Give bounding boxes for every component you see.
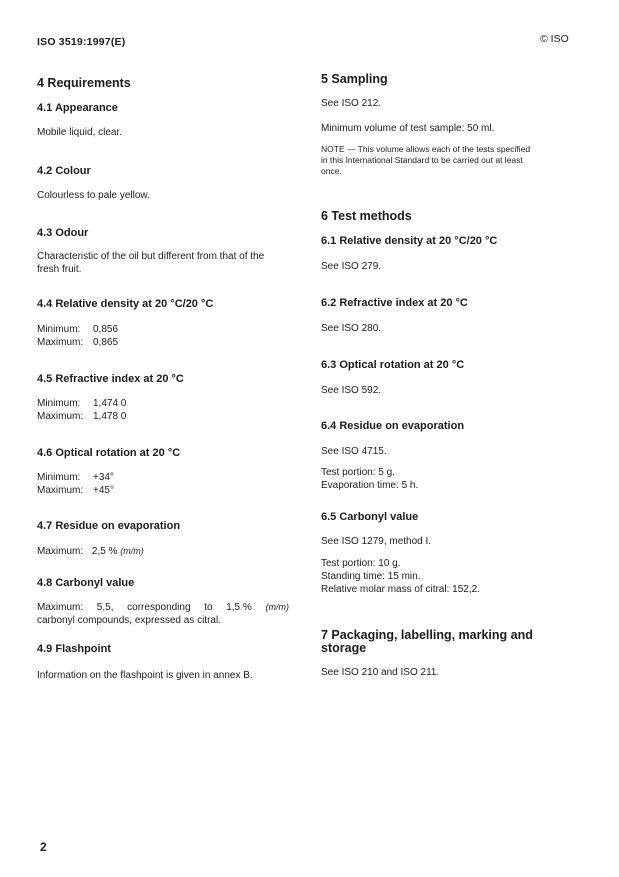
- max-value: 2,5 %: [91, 546, 118, 557]
- max-label: Maximum:: [37, 411, 84, 422]
- method-6-4-reference: See ISO 4715.: [321, 446, 387, 457]
- note-line-3: once.: [321, 166, 342, 176]
- word-to: to: [204, 602, 213, 613]
- relative-density-limits: [37, 323, 118, 349]
- residue-limit: [37, 545, 144, 558]
- max-label: Maximum:: [37, 485, 84, 496]
- min-label: Minimum:: [37, 324, 81, 335]
- odour-text-line-1: Characteristic of the oil but different from that of the: [37, 251, 265, 262]
- section-6-heading: 6 Test methods: [321, 209, 412, 223]
- section-7-heading-line-1: 7 Packaging, labelling, marking and: [321, 628, 533, 642]
- section-4-3-heading: 4.3 Odour: [37, 227, 89, 239]
- min-value: +34°: [93, 472, 114, 483]
- section-6-4-heading: 6.4 Residue on evaporation: [321, 420, 465, 432]
- section-6-1-heading: 6.1 Relative density at 20 °C/20 °C: [321, 235, 498, 247]
- section-5-heading: 5 Sampling: [321, 72, 388, 86]
- page-number: 2: [40, 840, 47, 854]
- limit-row-min: [37, 397, 126, 410]
- standing-time: Standing time: 15 min.: [321, 571, 421, 582]
- min-value: 1,474 0: [93, 398, 127, 409]
- evaporation-time: Evaporation time: 5 h.: [321, 480, 419, 491]
- limit-row-max: [37, 410, 126, 423]
- section-6-2-heading: 6.2 Refractive index at 20 °C: [321, 297, 468, 309]
- limit-row-min: [37, 471, 114, 484]
- method-6-2-reference: See ISO 280.: [321, 323, 382, 334]
- max-value: 0,865: [93, 337, 119, 348]
- limit-row-min: [37, 323, 118, 336]
- section-7-heading-line-2: storage: [321, 641, 367, 655]
- sampling-reference: See ISO 212.: [321, 98, 382, 109]
- max-label: Maximum:: [37, 602, 84, 613]
- section-4-1-heading: 4.1 Appearance: [37, 102, 118, 114]
- max-label: Maximum:: [37, 337, 84, 348]
- unit-mass-fraction: (m/m): [265, 602, 289, 612]
- word-corresponding: corresponding: [127, 602, 191, 613]
- copyright-mark: © ISO: [540, 33, 569, 45]
- carbonyl-limit-line-2: carbonyl compounds, expressed as citral.: [37, 615, 221, 626]
- percent-value: 1,5 %: [226, 602, 252, 613]
- packaging-reference: See ISO 210 and ISO 211.: [321, 667, 440, 678]
- test-portion: Test portion: 5 g.: [321, 467, 395, 478]
- test-portion: Test portion: 10 g.: [321, 558, 401, 569]
- document-reference: ISO 3519:1997(E): [37, 36, 126, 48]
- limit-row-max: [37, 336, 118, 349]
- section-4-4-heading: 4.4 Relative density at 20 °C/20 °C: [37, 298, 214, 310]
- colour-text: Colourless to pale yellow.: [37, 190, 150, 201]
- max-value: 5,5,: [96, 602, 114, 613]
- sampling-volume: Minimum volume of test sample: 50 ml.: [321, 123, 495, 134]
- max-value: 1,478 0: [93, 411, 127, 422]
- section-4-9-heading: 4.9 Flashpoint: [37, 643, 111, 655]
- section-4-6-heading: 4.6 Optical rotation at 20 °C: [37, 447, 181, 459]
- note-line-2: in this International Standard to be carried out at least: [321, 155, 523, 165]
- appearance-text: Mobile liquid, clear.: [37, 127, 123, 138]
- max-value: +45°: [93, 485, 114, 496]
- method-6-5-reference: See ISO 1279, method I.: [321, 536, 432, 547]
- section-6-5-heading: 6.5 Carbonyl value: [321, 511, 419, 523]
- section-4-8-heading: 4.8 Carbonyl value: [37, 577, 135, 589]
- carbonyl-limit-line-1: [37, 601, 289, 614]
- note-line-1: NOTE — This volume allows each of the tests specified: [321, 144, 531, 154]
- min-label: Minimum:: [37, 398, 81, 409]
- refractive-index-limits: [37, 397, 126, 423]
- method-6-1-reference: See ISO 279.: [321, 261, 382, 272]
- flashpoint-text: Information on the flashpoint is given in annex B.: [37, 670, 253, 681]
- molar-mass: Relative molar mass of citral: 152,2.: [321, 584, 480, 595]
- method-6-3-reference: See ISO 592.: [321, 385, 382, 396]
- section-4-2-heading: 4.2 Colour: [37, 165, 91, 177]
- section-6-3-heading: 6.3 Optical rotation at 20 °C: [321, 359, 465, 371]
- odour-text-line-2: fresh fruit.: [37, 264, 82, 275]
- max-label: Maximum:: [37, 546, 84, 557]
- min-value: 0,856: [93, 324, 119, 335]
- min-label: Minimum:: [37, 472, 81, 483]
- unit-mass-fraction: (m/m): [120, 546, 144, 556]
- section-4-5-heading: 4.5 Refractive index at 20 °C: [37, 373, 184, 385]
- optical-rotation-limits: [37, 471, 114, 497]
- section-4-7-heading: 4.7 Residue on evaporation: [37, 520, 181, 532]
- limit-row-max: [37, 484, 114, 497]
- section-4-heading: 4 Requirements: [37, 76, 131, 90]
